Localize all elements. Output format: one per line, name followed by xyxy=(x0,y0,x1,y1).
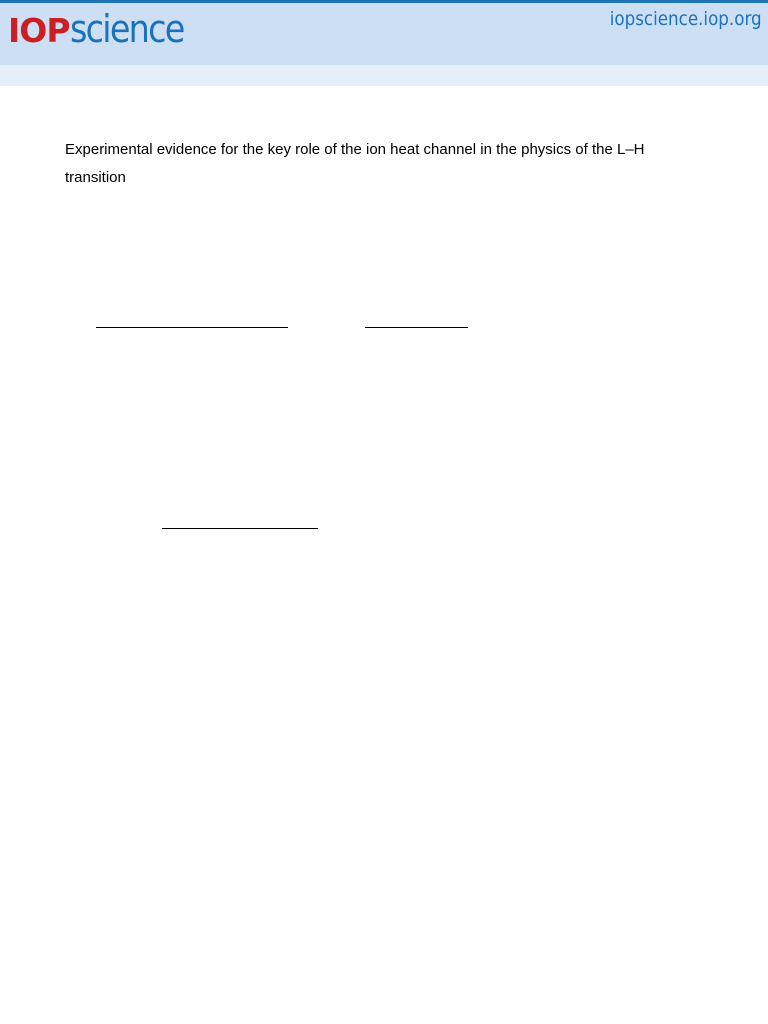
header-sub-banner xyxy=(0,65,768,86)
article-title: Experimental evidence for the key role of the ion heat channel in the physics of the L–H transition xyxy=(65,141,645,186)
logo-science-text: science xyxy=(69,7,184,51)
header-banner xyxy=(0,3,768,65)
logo-iop-text: IOP xyxy=(8,11,70,50)
redacted-link-line-1 xyxy=(96,327,288,328)
redacted-link-line-3 xyxy=(162,528,318,529)
redacted-link-line-2 xyxy=(365,327,468,328)
site-url-link[interactable]: iopscience.iop.org xyxy=(610,8,762,30)
iopscience-logo[interactable] xyxy=(8,7,199,51)
